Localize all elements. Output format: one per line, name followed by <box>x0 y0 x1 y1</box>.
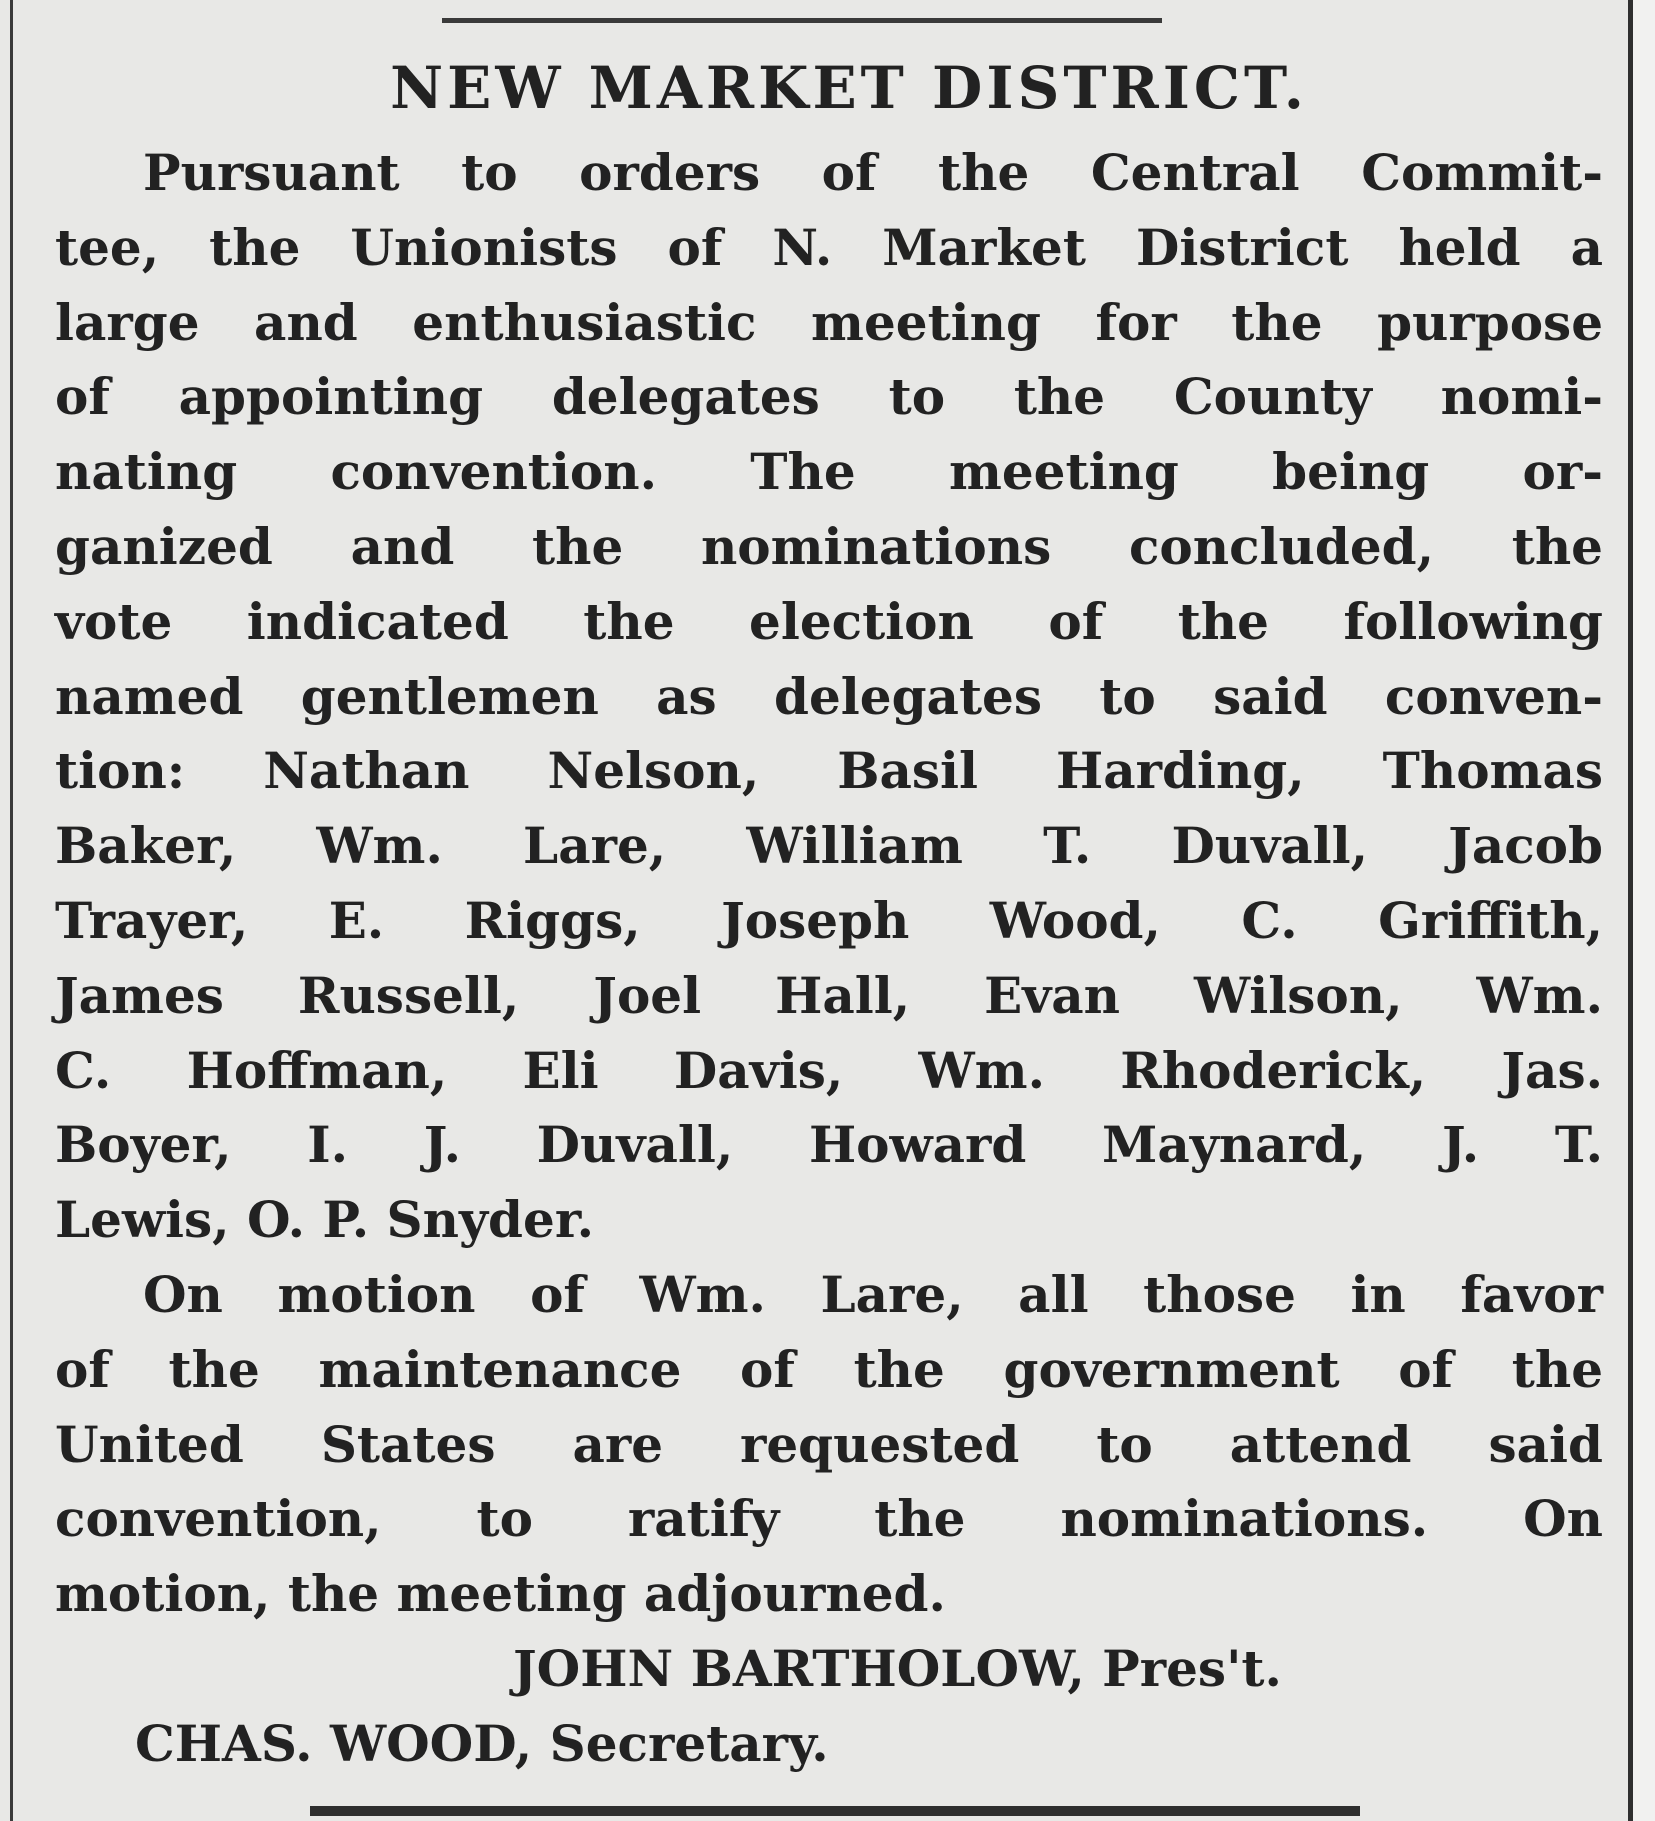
secretary-signature: CHAS. WOOD, Secretary. <box>135 1713 829 1773</box>
article <box>55 40 1603 1782</box>
text-line: Baker, Wm. Lare, William T. Duvall, Jacob <box>55 816 1603 876</box>
text-line: motion, the meeting adjourned. <box>55 1564 946 1624</box>
text-line: Lewis, O. P. Snyder. <box>55 1190 594 1250</box>
text-line: named gentlemen as delegates to said conven- <box>55 666 1603 726</box>
right-page-edge <box>1633 0 1655 1821</box>
text-line: tion: Nathan Nelson, Basil Harding, Thomas <box>55 741 1603 801</box>
text-line: C. Hoffman, Eli Davis, Wm. Rhoderick, Jas. <box>55 1040 1603 1100</box>
bottom-separator-rule <box>310 1806 1360 1816</box>
text-line: large and enthusiastic meeting for the purpose <box>55 292 1603 352</box>
text-line: of appointing delegates to the County nomi- <box>55 367 1603 427</box>
text-line: vote indicated the election of the following <box>55 591 1603 651</box>
paragraph-1 <box>55 136 1603 1258</box>
text-line: nating convention. The meeting being or- <box>55 442 1603 502</box>
paragraph-2 <box>55 1258 1603 1632</box>
text-line: Pursuant to orders of the Central Commit- <box>143 143 1603 202</box>
left-column-rule <box>10 0 13 1821</box>
president-signature: JOHN BARTHOLOW, Pres't. <box>513 1638 1282 1698</box>
text-line: United States are requested to attend said <box>55 1414 1603 1474</box>
text-line: Boyer, I. J. Duvall, Howard Maynard, J. T. <box>55 1115 1603 1175</box>
text-line: Trayer, E. Riggs, Joseph Wood, C. Griffith, <box>55 890 1603 950</box>
right-column-rule <box>1628 0 1633 1821</box>
top-separator-rule <box>442 18 1162 23</box>
text-line: James Russell, Joel Hall, Evan Wilson, Wm. <box>55 965 1603 1025</box>
text-line: convention, to ratify the nominations. On <box>55 1489 1603 1549</box>
headline: NEW MARKET DISTRICT. <box>390 54 1308 122</box>
text-line: On motion of Wm. Lare, all those in favor <box>143 1264 1603 1324</box>
text-line: ganized and the nominations concluded, the <box>55 516 1603 576</box>
text-line: of the maintenance of the government of the <box>55 1339 1603 1399</box>
text-line: tee, the Unionists of N. Market District held a <box>55 217 1603 277</box>
